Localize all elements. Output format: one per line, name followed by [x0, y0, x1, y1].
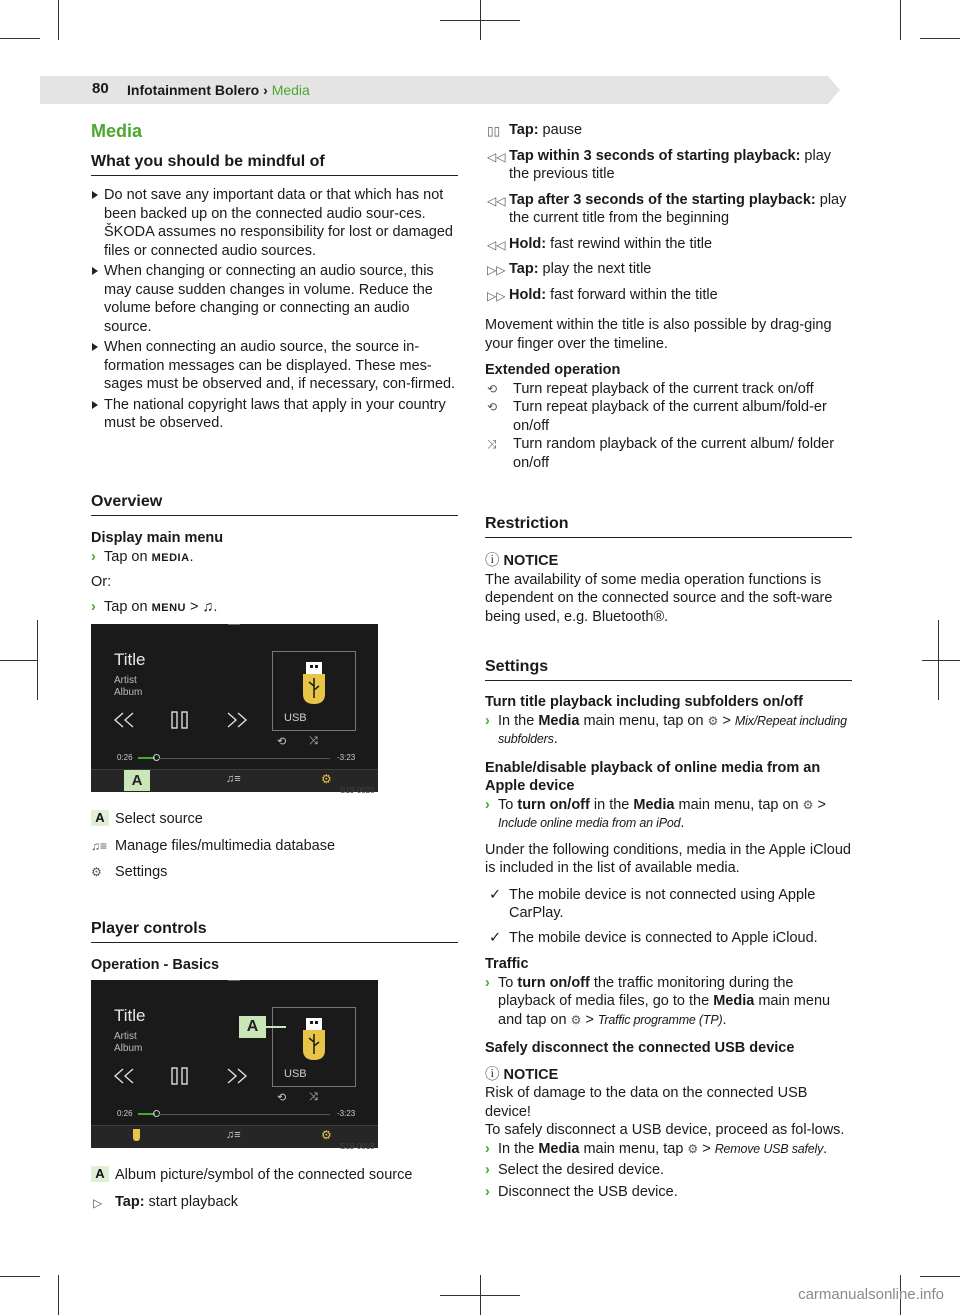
step-arrow-icon: ›	[485, 712, 490, 729]
crop-mark	[922, 660, 960, 661]
callout-line	[266, 1026, 286, 1028]
settings-block	[485, 657, 852, 1201]
display-main-menu: Display main menu	[91, 530, 224, 546]
list-item: When changing or connecting an audio source, this may cause sudden changes in volume. Reduce the volume before changing or connecting an audio source.	[91, 262, 458, 336]
timeline-track[interactable]	[159, 758, 330, 759]
elapsed-time: 0:26	[117, 753, 133, 762]
crop-mark	[0, 660, 38, 661]
track-artist: Artist	[114, 675, 137, 686]
list-item: Do not save any important data or that which has not been backed up on the connected audio sour-ces. ŠKODA assumes no responsibility for lost or damaged files or connected audio sources.	[91, 186, 458, 260]
gear-icon: ⚙	[91, 865, 102, 879]
elapsed-time: 0:26	[117, 1109, 133, 1118]
restriction-text: The availability of some media operation functions is dependent on the connected source and the soft-ware being used, e.g. Bluetooth®.	[485, 571, 833, 625]
watermark: carmanualsonline.info	[798, 1286, 944, 1303]
menu-remove-usb[interactable]: Remove USB safely	[714, 1141, 824, 1156]
menu-mix-repeat[interactable]: Mix/Repeat including subfolders	[498, 713, 847, 746]
callout-a: A	[239, 1016, 266, 1038]
heading-mindful: What you should be mindful of	[91, 152, 458, 176]
crop-mark	[0, 38, 40, 39]
heading-restriction: Restriction	[485, 514, 852, 538]
forward-icon: ▷▷	[487, 263, 506, 277]
extended-repeat-track: ⟲ Turn repeat playback of the current track on/off	[487, 380, 814, 397]
track-title: Title	[114, 1006, 146, 1025]
list-item: The national copyright laws that apply in your country must be observed.	[91, 396, 458, 433]
track-album: Album	[114, 1043, 143, 1054]
screen-figure-1	[91, 624, 378, 792]
crop-mark	[0, 1276, 40, 1277]
play-icon: ▷	[93, 1195, 103, 1210]
icloud-text: Under the following conditions, media in the Apple iCloud is included in the list of available media.	[485, 841, 851, 876]
usb-heading: Safely disconnect the connected USB device	[485, 1040, 795, 1056]
step-select-device: › Select the desired device.	[485, 1162, 665, 1178]
crop-mark	[900, 0, 901, 40]
media-key[interactable]: MEDIA	[151, 551, 190, 564]
traffic-heading: Traffic	[485, 956, 529, 972]
check-item: ✓ The mobile device is not connected using Apple CarPlay.	[489, 886, 816, 921]
heading-overview: Overview	[91, 492, 458, 516]
heading-settings: Settings	[485, 657, 852, 681]
forward-icon[interactable]	[225, 712, 249, 728]
usb-label: USB	[284, 712, 307, 724]
music-note-icon[interactable]: ♫	[202, 598, 214, 615]
subfolders-heading: Turn title playback including subfolders on/off	[485, 694, 803, 710]
movement-text: Movement within the title is also possible by drag-ging your finger over the timeline.	[485, 317, 832, 352]
notice-line: ⓘ NOTICE	[485, 553, 559, 569]
crop-mark	[920, 1276, 960, 1277]
usb-notice: Risk of damage to the data on the connected USB device!	[485, 1085, 808, 1120]
player-controls-block	[91, 919, 458, 975]
step-remove-usb: › In the Media main menu, tap ⚙ > Remove USB safely.	[485, 1140, 828, 1157]
step-arrow-icon: ›	[91, 548, 96, 565]
check-item: ✓ The mobile device is connected to Apple iCloud.	[489, 929, 818, 946]
step-arrow-icon: ›	[485, 1140, 490, 1157]
control-next: ▷▷ Tap: play the next title	[485, 260, 852, 279]
usb-icon	[301, 1018, 327, 1060]
figure-code: S19-0020	[340, 786, 375, 795]
gear-icon[interactable]: ⚙	[570, 1012, 582, 1027]
control-fast-rewind: ◁◁ Hold: fast rewind within the title	[485, 235, 852, 254]
pause-icon[interactable]	[170, 1067, 190, 1085]
heading-player-controls: Player controls	[91, 919, 458, 943]
repeat-icon[interactable]: ⟲	[277, 1092, 287, 1104]
rewind-icon[interactable]	[112, 712, 136, 728]
track-title: Title	[114, 650, 146, 669]
rewind-icon: ◁◁	[487, 193, 506, 208]
extended-repeat-album: ⟲ Turn repeat playback of the current album/fold-er on/off	[487, 399, 827, 434]
step-tap-media: › Tap on MEDIA.	[91, 548, 194, 565]
crop-mark	[920, 38, 960, 39]
or-label: Or:	[91, 574, 112, 590]
step-subfolders: › In the Media main menu, tap on ⚙ > Mix/Repeat including subfolders.	[485, 712, 847, 747]
section-title: Media	[91, 121, 143, 141]
legend-item-manage-files: ♫≡ Manage files/multimedia database	[91, 837, 336, 854]
rewind-icon: ◁◁	[487, 237, 506, 252]
control-fast-forward: ▷▷ Hold: fast forward within the title	[485, 286, 852, 305]
repeat-track-icon: ⟲	[487, 381, 498, 396]
step-arrow-icon: ›	[485, 796, 490, 813]
list-item: When connecting an audio source, the source in-formation messages can be displayed. These mes-sages must be observed and, if necessary, con-firmed.	[91, 338, 458, 394]
step-traffic: › To turn on/off the traffic monitoring during the playback of media files, go to the Media main menu and tap on ⚙ > Traffic programme (TP).	[485, 974, 831, 1028]
select-source-button[interactable]: A	[124, 770, 150, 791]
step-tap-menu: › Tap on MENU > ♫.	[91, 598, 218, 615]
crop-mark	[480, 0, 481, 40]
gear-icon[interactable]: ⚙	[321, 1128, 332, 1142]
online-heading: Enable/disable playback of online media from an Apple device	[485, 759, 821, 794]
overview-block	[91, 492, 458, 617]
operation-basics: Operation - Basics	[91, 957, 220, 973]
letter-a-box: A	[91, 1166, 109, 1182]
rewind-icon[interactable]	[112, 1068, 136, 1084]
step-arrow-icon: ›	[485, 1162, 490, 1178]
control-previous: ◁◁ Tap within 3 seconds of starting playback: play the previous title	[487, 147, 832, 182]
usb-icon	[301, 662, 327, 704]
legend-item-album-picture: A Album picture/symbol of the connected source	[91, 1166, 458, 1185]
forward-icon: ▷▷	[487, 288, 506, 303]
shuffle-icon[interactable]: ⤨	[309, 735, 318, 747]
menu-key[interactable]: MENU	[151, 601, 186, 614]
screen-figure-2	[91, 980, 378, 1148]
left-column	[91, 120, 458, 435]
remaining-time: -3:23	[337, 753, 356, 762]
extended-shuffle: ⤨ Turn random playback of the current album/ folder on/off	[487, 436, 835, 471]
music-list-icon[interactable]: ♫≡	[226, 1129, 241, 1141]
crop-mark	[58, 0, 59, 40]
gear-icon[interactable]: ⚙	[687, 1141, 699, 1156]
remaining-time: -3:23	[337, 1109, 356, 1118]
usb-label: USB	[284, 1068, 307, 1080]
usb-notice-2: To safely disconnect a USB device, proceed as fol-lows.	[485, 1122, 845, 1138]
breadcrumb	[127, 82, 310, 98]
step-online-media: › To turn on/off in the Media main menu, tap on ⚙ > Include online media from an iPod.	[485, 796, 826, 831]
music-list-icon: ♫≡	[91, 838, 108, 853]
breadcrumb-section[interactable]: Media	[271, 82, 310, 98]
mindful-list	[91, 186, 458, 433]
breadcrumb-book: Infotainment Bolero	[127, 82, 260, 98]
timeline-track[interactable]	[159, 1114, 330, 1115]
control-play: ▷ Tap: start playback	[91, 1193, 458, 1212]
extended-heading: Extended operation	[485, 362, 621, 378]
restriction-block	[485, 514, 852, 626]
track-album: Album	[114, 687, 143, 698]
info-icon: ⓘ	[485, 1066, 500, 1083]
legend-item-select-source: A Select source	[91, 810, 458, 829]
crop-mark	[480, 1275, 481, 1315]
usb-source-icon[interactable]	[133, 1129, 140, 1141]
music-list-icon[interactable]: ♫≡	[226, 773, 241, 785]
legend-1	[91, 810, 458, 890]
shuffle-icon: ⤨	[487, 437, 497, 451]
right-column-controls	[485, 121, 852, 472]
repeat-album-icon: ⟲	[487, 400, 498, 414]
step-arrow-icon: ›	[485, 974, 490, 991]
step-arrow-icon: ›	[91, 598, 96, 615]
pause-icon[interactable]	[170, 711, 190, 729]
repeat-icon[interactable]: ⟲	[277, 736, 287, 748]
forward-icon[interactable]	[225, 1068, 249, 1084]
menu-traffic-programme[interactable]: Traffic programme (TP)	[597, 1012, 723, 1027]
gear-icon[interactable]: ⚙	[707, 713, 719, 728]
control-restart: ◁◁ Tap after 3 seconds of the starting playback: play the current title from the beginning	[487, 191, 847, 226]
pause-icon: ▯▯	[487, 124, 501, 138]
rewind-icon: ◁◁	[487, 149, 506, 164]
info-icon: ⓘ	[485, 553, 500, 569]
checkmark-icon: ✓	[489, 929, 502, 946]
shuffle-icon[interactable]: ⤨	[309, 1091, 318, 1103]
gear-icon[interactable]: ⚙	[802, 797, 814, 812]
notice-line: ⓘ NOTICE	[485, 1066, 559, 1083]
step-disconnect: › Disconnect the USB device.	[485, 1183, 678, 1200]
gear-icon[interactable]: ⚙	[321, 772, 332, 786]
figure-code: S19-0019	[340, 1142, 375, 1151]
letter-a-box: A	[91, 810, 109, 826]
control-pause: ▯▯ Tap: pause	[485, 121, 852, 140]
legend-2	[91, 1166, 458, 1218]
checkmark-icon: ✓	[489, 886, 502, 903]
crop-mark	[58, 1275, 59, 1315]
step-arrow-icon: ›	[485, 1183, 490, 1200]
menu-online-media[interactable]: Include online media from an iPod	[498, 816, 681, 830]
page-number: 80	[92, 80, 109, 97]
breadcrumb-separator: ›	[263, 82, 268, 98]
legend-item-settings: ⚙ Settings	[91, 864, 168, 880]
track-artist: Artist	[114, 1031, 137, 1042]
